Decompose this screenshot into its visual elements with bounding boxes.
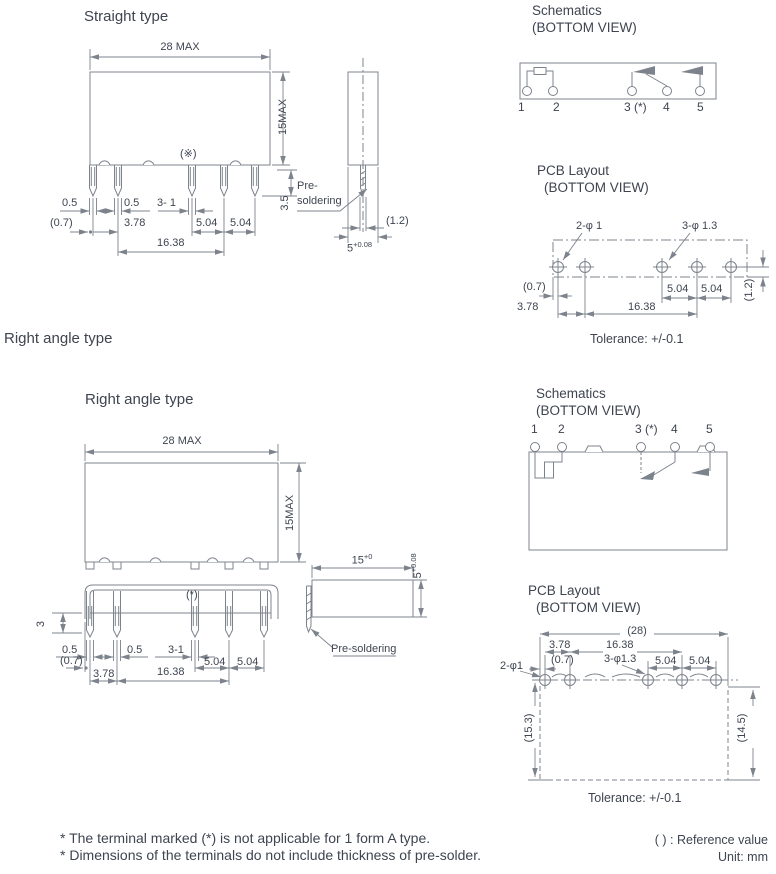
ra-dim-3-78: 3.78 <box>93 668 115 680</box>
dim-3x1: 3- 1 <box>157 197 176 209</box>
dim-5-tolerance: $5^{+0.08}$ <box>347 240 373 255</box>
pin-label-5: 5 <box>697 100 704 114</box>
ra-dim-3x1: 3-1 <box>168 644 184 656</box>
pcb-dim-5-04-b: 5.04 <box>701 283 723 295</box>
hole-spec-contact: 3-φ 1.3 <box>682 220 718 232</box>
dim-3-5: 3.5 <box>279 195 291 211</box>
ra-pin-label-4: 4 <box>671 422 678 436</box>
pin-label-2: 2 <box>553 100 560 114</box>
right-angle-title: Right angle type <box>85 391 194 408</box>
unit-legend: Unit: mm <box>718 850 768 864</box>
presolder-label-line2: soldering <box>297 195 342 207</box>
ra-presolder-label: Pre-soldering <box>331 643 397 655</box>
ra-schematics-subheading: (BOTTOM VIEW) <box>536 403 641 418</box>
presolder-label-line1: Pre- <box>297 180 318 192</box>
pcb-dim-16-38: 16.38 <box>628 301 656 313</box>
pcb-layout-straight <box>549 240 747 277</box>
reference-value-legend: ( ) : Reference value <box>654 833 768 847</box>
pcb-dim-0-7: (0.7) <box>523 281 546 293</box>
footnote-presolder: * Dimensions of the terminals do not include thickness of pre-solder. <box>60 847 481 863</box>
right-angle-side-view <box>307 580 414 632</box>
ra-dim-5-04-b: 5.04 <box>237 656 259 668</box>
ra-pcb-dim-3-78: 3.78 <box>549 639 571 651</box>
ra-pcb-dim-5-04-b: 5.04 <box>689 655 711 667</box>
pcb-dim-1-2: (1.2) <box>743 278 755 302</box>
dim-15max: 15MAX <box>277 98 289 136</box>
straight-front-view <box>90 72 271 196</box>
ra-pcb-layout-heading: PCB Layout <box>528 583 601 598</box>
dim-5-04-a: 5.04 <box>196 217 218 229</box>
reference-mark: (※) <box>180 148 197 160</box>
ra-pin-label-3: 3 (*) <box>635 422 658 436</box>
ra-pcb-dim-16-38: 16.38 <box>606 639 634 651</box>
tolerance-note: Tolerance: +/-0.1 <box>590 332 684 346</box>
pcb-layout-right-angle <box>532 671 738 780</box>
pin-label-4: 4 <box>663 100 670 114</box>
dim-0-5-b: 0.5 <box>124 197 140 209</box>
ra-reference-mark: (*) <box>186 589 198 601</box>
ra-schematics-heading: Schematics <box>536 386 606 401</box>
dim-0-5-a: 0.5 <box>62 197 78 209</box>
hole-spec-coil: 2-φ 1 <box>576 220 603 232</box>
right-angle-front-view <box>85 463 278 637</box>
ra-tolerance-note: Tolerance: +/-0.1 <box>588 791 682 805</box>
schematics-heading: Schematics <box>532 3 602 18</box>
ra-dim-15max: 15MAX <box>284 494 296 532</box>
ra-dim-0-5-b: 0.5 <box>127 644 143 656</box>
ra-pin-label-5: 5 <box>706 422 713 436</box>
ra-dim-28max: 28 MAX <box>162 435 202 447</box>
pcb-dim-5-04-a: 5.04 <box>667 283 689 295</box>
ra-pcb-dim-14-5: (14.5) <box>736 713 748 743</box>
ra-pcb-dim-28: (28) <box>627 625 647 637</box>
pin-label-1: 1 <box>518 100 525 114</box>
ra-pcb-dim-0-7: (0.7) <box>551 654 574 666</box>
ra-dim-5-tolerance: $5^{+0.08}$ <box>409 553 424 579</box>
ra-hole-spec-coil: 2-φ1 <box>500 660 524 672</box>
dim-3-78: 3.78 <box>124 217 146 229</box>
ra-dim-5-04-a: 5.04 <box>204 656 226 668</box>
ra-dim-0-7: (0.7) <box>60 655 83 667</box>
ra-pin-label-2: 2 <box>558 422 565 436</box>
straight-type-title: Straight type <box>84 8 169 25</box>
ra-dim-16-38: 16.38 <box>157 666 185 678</box>
schematics-subheading: (BOTTOM VIEW) <box>532 20 637 35</box>
straight-side-view <box>348 58 378 232</box>
dim-16-38: 16.38 <box>157 237 185 249</box>
ra-hole-spec-contact: 3-φ1.3 <box>604 653 637 665</box>
schematic-right-angle <box>529 443 727 551</box>
footnote-terminal: * The terminal marked (*) is not applicable for 1 form A type. <box>60 830 431 846</box>
pin-label-3: 3 (*) <box>624 100 647 114</box>
schematic-straight <box>520 63 716 99</box>
dim-1-2: (1.2) <box>386 215 409 227</box>
dim-5-04-b: 5.04 <box>230 217 252 229</box>
dim-0-7: (0.7) <box>50 217 73 229</box>
dim-28max: 28 MAX <box>160 41 200 53</box>
pcb-layout-subheading: (BOTTOM VIEW) <box>544 180 649 195</box>
pcb-layout-heading: PCB Layout <box>537 163 610 178</box>
ra-pin-label-1: 1 <box>531 422 538 436</box>
ra-dim-3: 3 <box>35 620 47 628</box>
ra-pcb-dim-15-3: (15.3) <box>523 713 535 743</box>
pcb-dim-3-78: 3.78 <box>517 301 539 313</box>
ra-pcb-dim-5-04-a: 5.04 <box>655 655 677 667</box>
ra-pcb-layout-subheading: (BOTTOM VIEW) <box>536 600 641 615</box>
right-angle-section-label: Right angle type <box>4 330 113 347</box>
ra-dim-15-tolerance: $15^{+0}$ <box>351 552 373 567</box>
ra-dim-0-5-a: 0.5 <box>62 644 78 656</box>
